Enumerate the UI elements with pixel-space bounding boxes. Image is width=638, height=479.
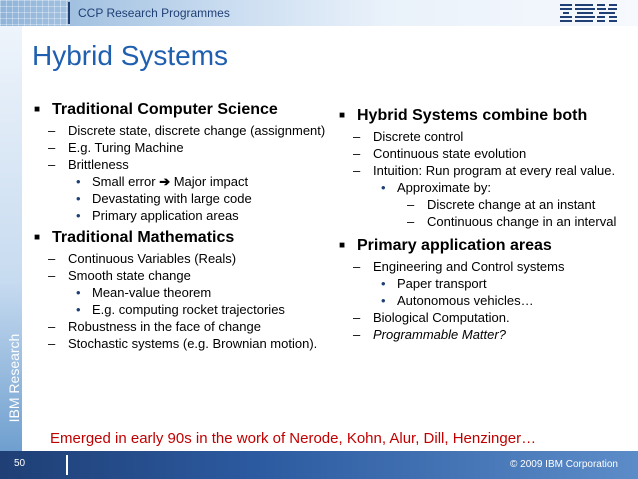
brittleness-arrow-suffix: Major impact	[173, 174, 249, 189]
list-item: – Discrete state, discrete change (assignment)	[30, 123, 330, 139]
ibm-logo	[560, 3, 618, 22]
list-item: – Intuition: Run program at every real value.	[335, 163, 630, 179]
sub-list-item: • Primary application areas	[30, 208, 330, 224]
list-item: – Stochastic systems (e.g. Brownian motion).	[30, 336, 330, 352]
sub-list-item: • Paper transport	[335, 276, 630, 292]
sub-sub-list-item: – Continuous change in an interval	[335, 214, 630, 230]
sub-list-item	[30, 174, 330, 190]
list-item: – Programmable Matter?	[335, 327, 630, 343]
sub-list-item: • E.g. computing rocket trajectories	[30, 302, 330, 318]
list-item: – E.g. Turing Machine	[30, 140, 330, 156]
header-divider	[68, 2, 70, 24]
list-item: – Discrete control	[335, 129, 630, 145]
list-item: – Smooth state change	[30, 268, 330, 284]
header-bar	[0, 0, 638, 26]
footer-bar	[0, 451, 638, 479]
heading-primary-application-areas: ■ Primary application areas	[335, 236, 630, 255]
copyright-text: © 2009 IBM Corporation	[510, 459, 618, 470]
slide-title: Hybrid Systems	[32, 40, 229, 71]
footer-divider	[66, 455, 68, 475]
history-note: Emerged in early 90s in the work of Nerode, Kohn, Alur, Dill, Henzinger…	[50, 430, 537, 447]
list-item: – Continuous Variables (Reals)	[30, 251, 330, 267]
list-item: – Brittleness	[30, 157, 330, 173]
brittleness-item-text: Small error	[92, 174, 156, 189]
heading-traditional-math: ■ Traditional Mathematics	[30, 228, 330, 247]
sub-sub-list-item: – Discrete change at an instant	[335, 197, 630, 213]
list-item: – Biological Computation.	[335, 310, 630, 326]
list-item: – Continuous state evolution	[335, 146, 630, 162]
list-item: – Engineering and Control systems	[335, 259, 630, 275]
right-column	[335, 106, 630, 344]
sidebar-label: IBM Research	[6, 333, 22, 423]
heading-traditional-cs: ■ Traditional Computer Science	[30, 100, 330, 119]
program-name: CCP Research Programmes	[78, 6, 230, 20]
sub-list-item: • Autonomous vehicles…	[335, 293, 630, 309]
sub-list-item: • Devastating with large code	[30, 191, 330, 207]
sub-list-item: • Approximate by:	[335, 180, 630, 196]
list-item: – Robustness in the face of change	[30, 319, 330, 335]
heading-hybrid-systems: ■ Hybrid Systems combine both	[335, 106, 630, 125]
left-column	[30, 100, 330, 353]
header-grid-pattern	[0, 0, 70, 26]
sub-list-item: • Mean-value theorem	[30, 285, 330, 301]
right-arrow-icon: ➔	[159, 174, 174, 189]
page-number: 50	[14, 458, 26, 469]
